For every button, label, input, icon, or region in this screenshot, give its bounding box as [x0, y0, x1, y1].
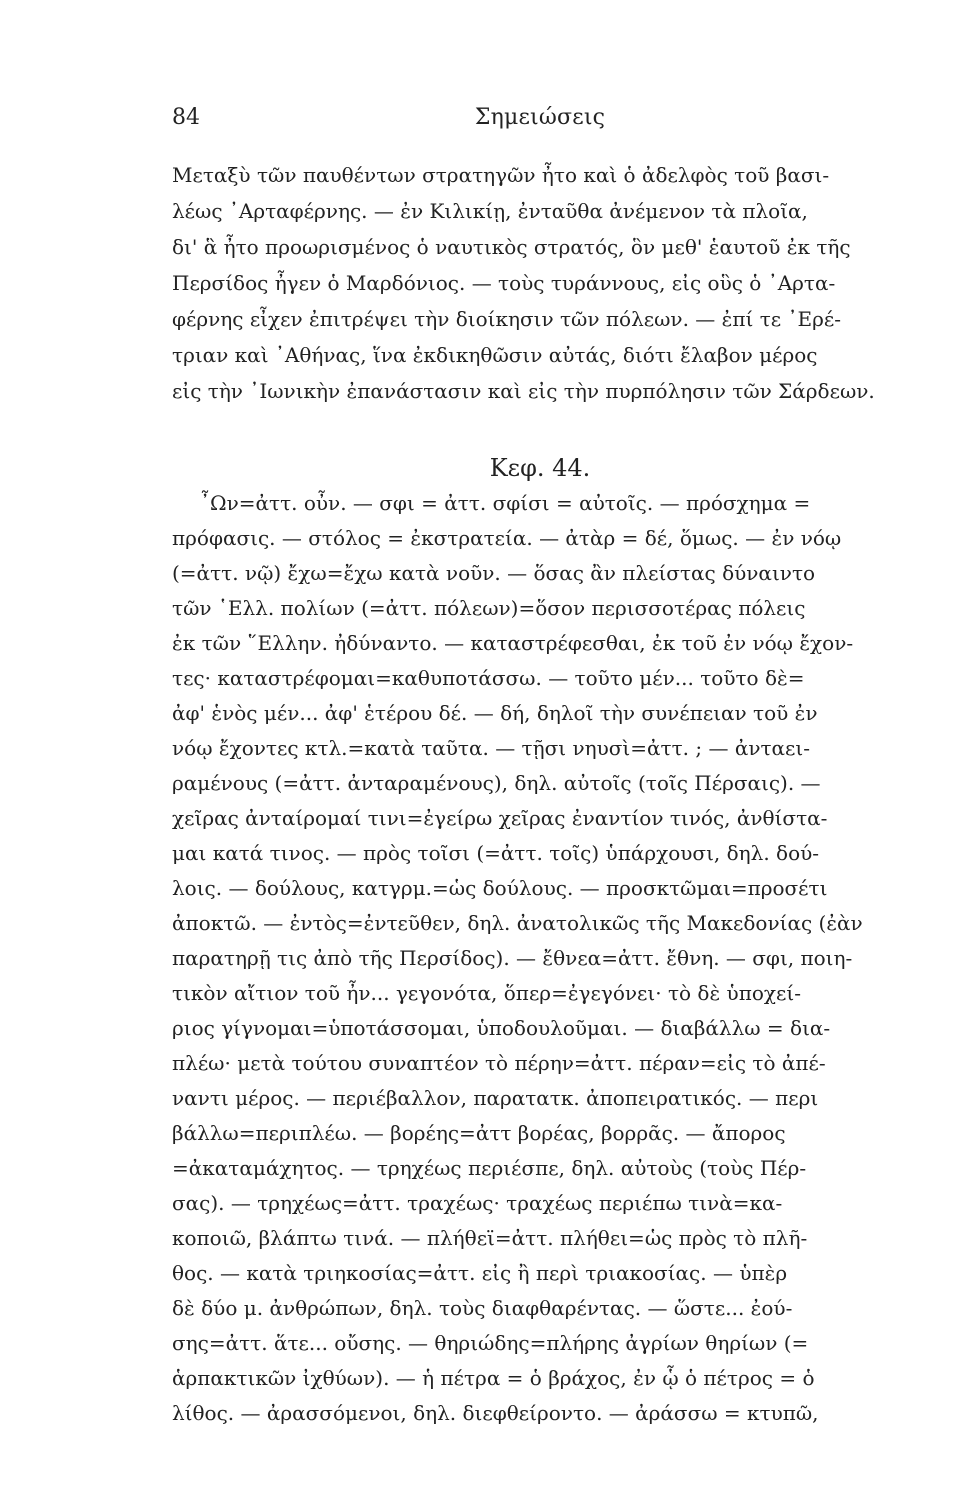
text-line: μαι κατά τινος. — πρὸς τοῖσι (=ἀττ. τοῖς) ὑπάρχουσι, δηλ. δού-: [172, 841, 820, 865]
text-line: παρατηρῇ τις ἀπὸ τῆς Περσίδος). — ἔθνεα=ἀττ. ἔθνη. — σφι, ποιη-: [172, 946, 853, 970]
text-line: Περσίδος ἦγεν ὁ Μαρδόνιος. — τοὺς τυράννους, εἰς οὓς ὁ ᾿Αρτα-: [172, 271, 836, 295]
header-title: Σημειώσεις: [474, 105, 606, 130]
running-head: [172, 103, 908, 133]
text-line: νόῳ ἔχοντες κτλ.=κατὰ ταῦτα. — τῇσι νηυσὶ=ἀττ. ; — ἀνταει-: [172, 736, 811, 760]
text-line: ἀφ' ἑνὸς μέν... ἀφ' ἑτέρου δέ. — δή, δηλοῖ τὴν συνέπειαν τοῦ ἐν: [172, 701, 818, 725]
text-line: Μεταξὺ τῶν παυθέντων στρατηγῶν ἦτο καὶ ὁ ἀδελφὸς τοῦ βασι-: [172, 163, 830, 187]
text-line: =ἀκαταμάχητος. — τρηχέως περιέσπε, δηλ. αὐτοὺς (τοὺς Πέρ-: [172, 1156, 807, 1180]
text-line: ἁρπακτικῶν ἰχθύων). — ἡ πέτρα = ὁ βράχος, ἐν ᾧ ὁ πέτρος = ὁ: [172, 1366, 815, 1390]
text-line: ριος γίγνομαι=ὑποτάσσομαι, ὑποδουλοῦμαι. — διαβάλλω = δια-: [172, 1016, 831, 1040]
page-number: 84: [172, 105, 200, 130]
text-line: λέως ᾿Αρταφέρνης. — ἐν Κιλικίῃ, ἐνταῦθα ἀνέμενον τὰ πλοῖα,: [172, 199, 808, 223]
text-line: τῶν ῾Ελλ. πολίων (=ἀττ. πόλεων)=ὅσον περισσοτέρας πόλεις: [172, 596, 806, 620]
text-line: λίθος. — ἀρασσόμενοι, δηλ. διεφθείροντο. — ἀράσσω = κτυπῶ,: [172, 1401, 819, 1425]
text-line: χεῖρας ἀνταίρομαί τινι=ἐγείρω χεῖρας ἐναντίον τινός, ἀνθίστα-: [172, 806, 828, 830]
text-line: δὲ δύο μ. ἀνθρώπων, δηλ. τοὺς διαφθαρέντας. — ὥστε... ἐού-: [172, 1296, 793, 1320]
text-line: σης=ἀττ. ἅτε... οὔσης. — θηριώδης=πλήρης ἀγρίων θηρίων (=: [172, 1331, 809, 1355]
text-line: θος. — κατὰ τριηκοσίας=ἀττ. εἰς ἢ περὶ τριακοσίας. — ὑπὲρ: [172, 1261, 788, 1285]
text-line: τες· καταστρέφομαι=καθυποτάσσω. — τοῦτο μέν... τοῦτο δὲ=: [172, 666, 805, 690]
text-line: λοις. — δούλους, κατγρμ.=ὡς δούλους. — προσκτῶμαι=προσέτι: [172, 876, 828, 900]
text-line: ἀποκτῶ. — ἐντὸς=ἐντεῦθεν, δηλ. ἀνατολικῶς τῆς Μακεδονίας (ἐὰν: [172, 911, 863, 935]
text-line: ραμένους (=ἀττ. ἀνταραμένους), δηλ. αὐτοῖς (τοῖς Πέρσαις). —: [172, 771, 821, 795]
text-line: τικὸν αἴτιον τοῦ ἦν... γεγονότα, ὅπερ=ἐγεγόνει· τὸ δὲ ὑποχεί-: [172, 981, 801, 1005]
text-line: βάλλω=περιπλέω. — βορέης=ἀττ βορέας, βορρᾶς. — ἄπορος: [172, 1121, 786, 1145]
text-line: πλέω· μετὰ τούτου συναπτέον τὸ πέρην=ἀττ. πέραν=εἰς τὸ ἀπέ-: [172, 1051, 826, 1075]
text-line: κοποιῶ, βλάπτω τινά. — πλήθεϊ=ἀττ. πλήθει=ὡς πρὸς τὸ πλῆ-: [172, 1226, 808, 1250]
chapter-heading: Κεφ. 44.: [489, 454, 591, 482]
text-line: φέρνης εἶχεν ἐπιτρέψει τὴν διοίκησιν τῶν πόλεων. — ἐπί τε ᾿Ερέ-: [172, 307, 841, 331]
text-line: ναντι μέρος. — περιέβαλλον, παρατατκ. ἀποπειρατικός. — περι: [172, 1086, 819, 1110]
text-line: ἐκ τῶν ῞Ελλην. ἠδύναντο. — καταστρέφεσθαι, ἐκ τοῦ ἐν νόῳ ἔχον-: [172, 631, 854, 655]
text-line: ῏Ων=ἀττ. οὖν. — σφι = ἀττ. σφίσι = αὐτοῖς. — πρόσχημα =: [200, 491, 811, 515]
text-line: (=ἀττ. νῷ) ἔχω=ἔχω κατὰ νοῦν. — ὅσας ἂν πλείστας δύναιντο: [172, 561, 816, 585]
text-line: πρόφασις. — στόλος = ἐκστρατεία. — ἀτὰρ = δέ, ὅμως. — ἐν νόῳ: [172, 526, 842, 550]
text-line: δι' ἃ ἦτο προωρισμένος ὁ ναυτικὸς στρατός, ὃν μεθ' ἑαυτοῦ ἐκ τῆς: [172, 235, 851, 259]
text-line: σας). — τρηχέως=ἀττ. τραχέως· τραχέως περιέπω τινὰ=κα-: [172, 1191, 783, 1215]
text-line: τριαν καὶ ᾿Αθήνας, ἵνα ἐκδικηθῶσιν αὐτάς, διότι ἔλαβον μέρος: [172, 343, 818, 367]
text-line: εἰς τὴν ᾿Ιωνικὴν ἐπανάστασιν καὶ εἰς τὴν πυρπόλησιν τῶν Σάρδεων.: [172, 379, 875, 403]
